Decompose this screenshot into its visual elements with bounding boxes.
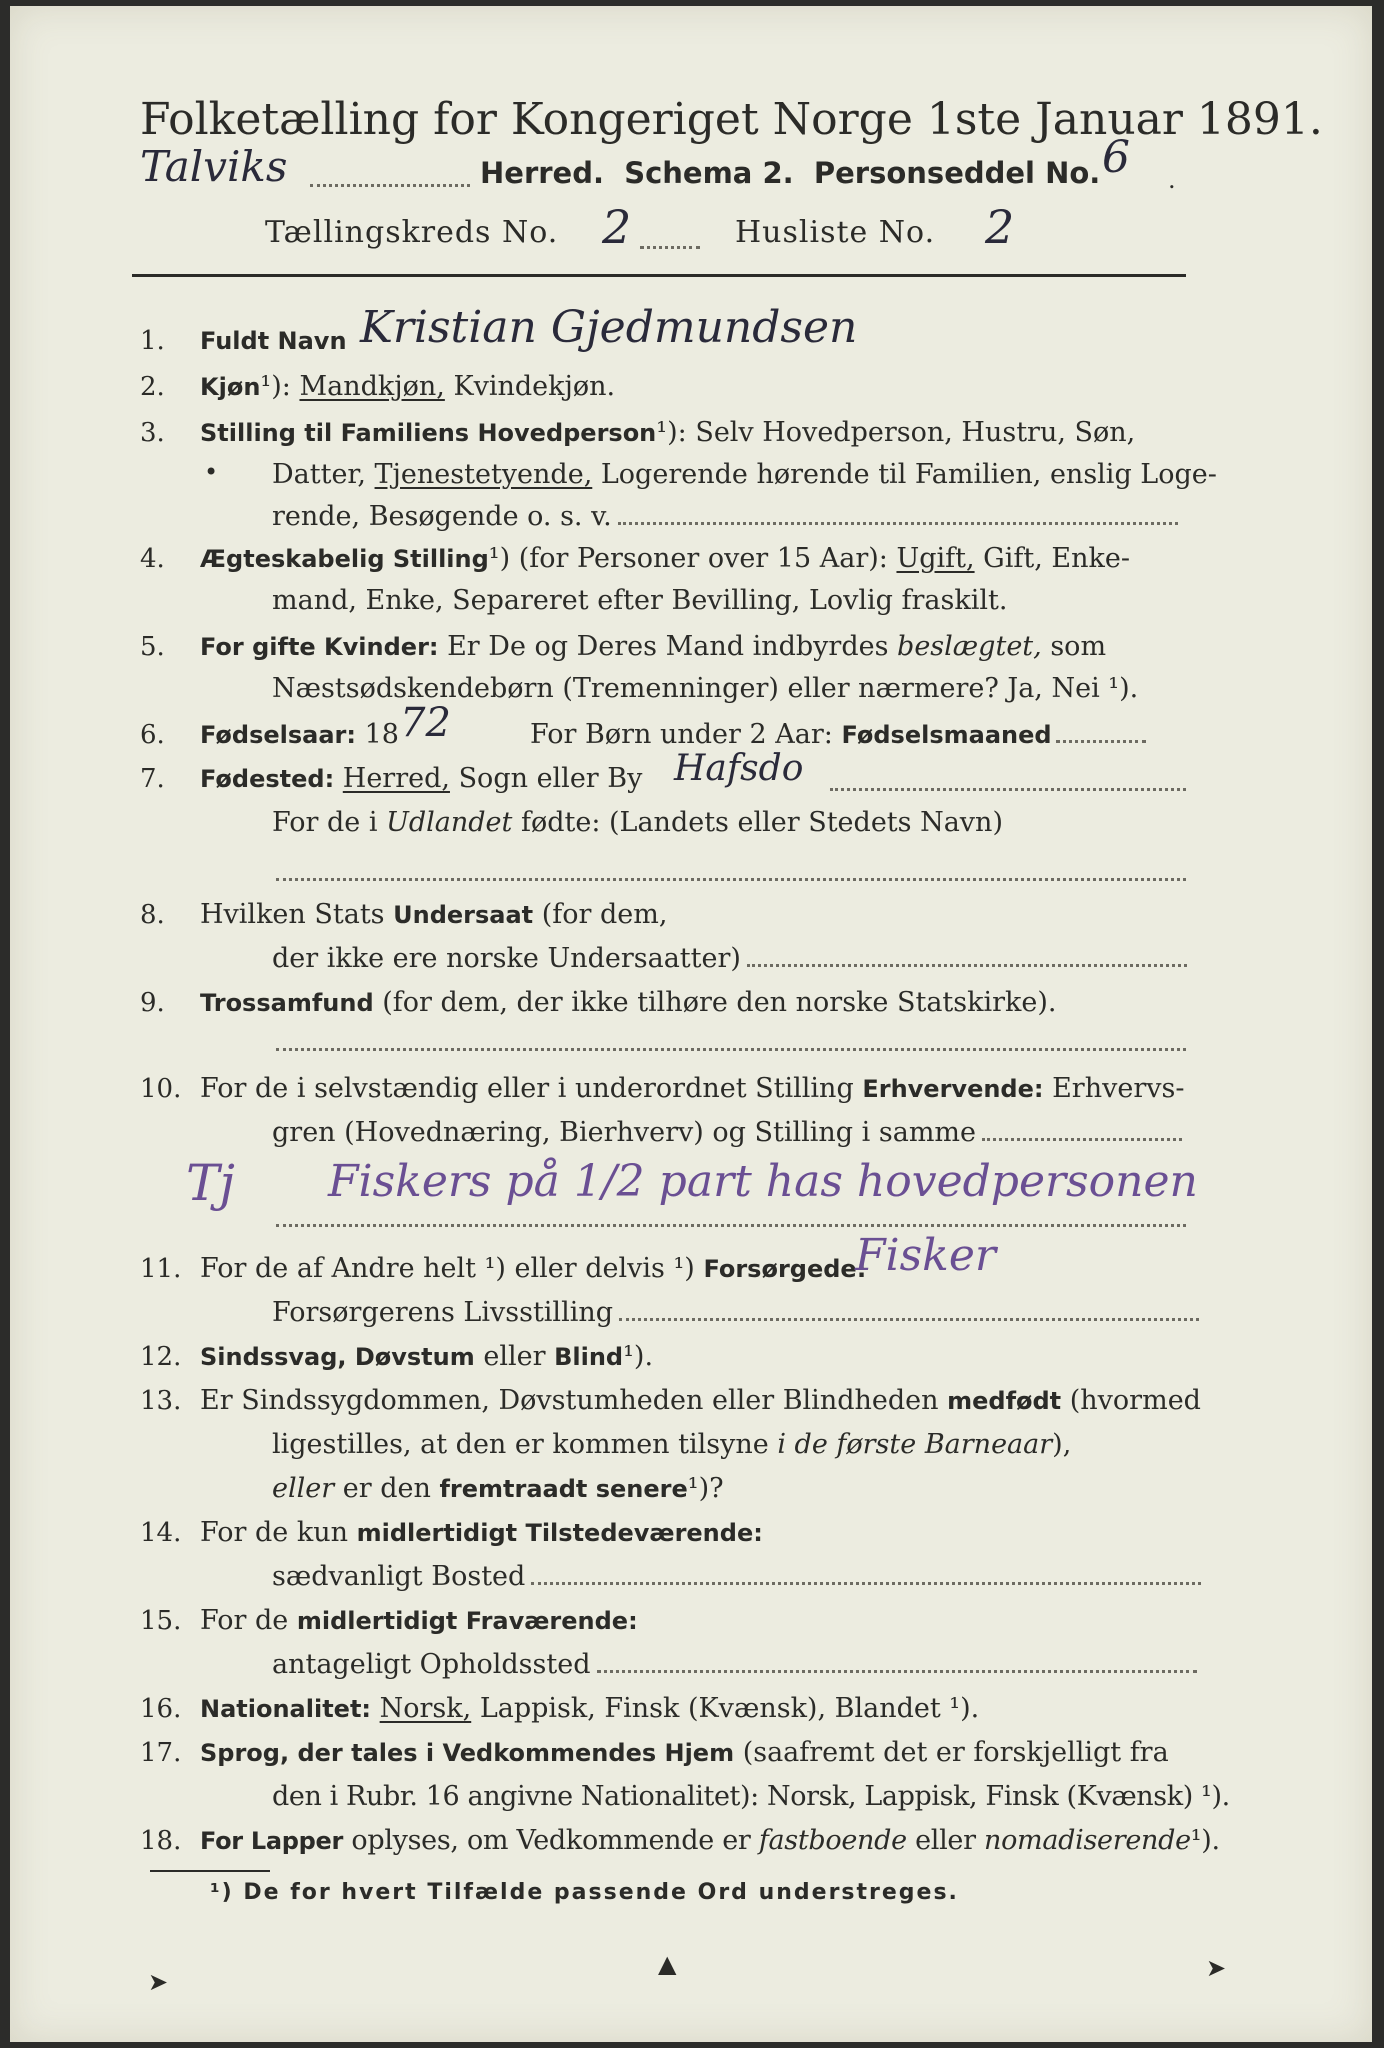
census-form-sheet	[10, 6, 1372, 2042]
footnote: ¹) De for hvert Tilfælde passende Ord understreges.	[210, 1880, 959, 1905]
q6-line-b: For Børn under 2 Aar: Fødselsmaaned	[530, 718, 1146, 752]
herred-handwritten-value: Talviks	[140, 142, 288, 191]
q1-label: Fuldt Navn	[200, 327, 347, 355]
q14-line1: For de kun midlertidigt Tilstedeværende:	[200, 1517, 763, 1548]
q13-line1: Er Sindssygdommen, Døvstumheden eller Blindheden medfødt (hvormed	[200, 1385, 1201, 1416]
item-number: 7.	[140, 764, 165, 794]
q6-birthyear-value: 72	[400, 700, 451, 746]
item-number: 14.	[140, 1518, 182, 1548]
item-number: 1.	[140, 326, 165, 356]
item-number: 4.	[140, 544, 165, 574]
item-number: 17.	[140, 1738, 182, 1768]
q1-name-value: Kristian Gjedmundsen	[360, 302, 858, 353]
q4-ugift-underlined: Ugift,	[896, 543, 975, 574]
personseddel-value: 6	[1102, 132, 1130, 183]
q9-blank-line	[276, 1046, 1186, 1051]
item-number: 8.	[140, 900, 165, 930]
q3-line1: Stilling til Familiens Hovedperson¹): Selv Hovedperson, Hustru, Søn,	[200, 417, 1136, 448]
q5-line2: Næstsødskendebørn (Tremenninger) eller nærmere? Ja, Nei ¹).	[272, 673, 1139, 704]
item-number: 9.	[140, 988, 165, 1018]
item-number: 6.	[140, 720, 165, 750]
item-number: 11.	[140, 1254, 182, 1284]
q17-line1: Sprog, der tales i Vedkommendes Hjem (saafremt det er forskjelligt fra	[200, 1737, 1169, 1768]
husliste-value: 2	[985, 200, 1015, 254]
item-number: 10.	[140, 1074, 182, 1104]
q12-line: Sindssvag, Døvstum eller Blind¹).	[200, 1341, 654, 1372]
personseddel-label: Personseddel No.	[813, 156, 1101, 190]
q7-dotted-line	[830, 786, 1186, 791]
q7-line1: Fødested: Herred, Sogn eller By	[200, 763, 643, 794]
q3-line3: rende, Besøgende o. s. v.	[272, 500, 1178, 534]
q15-line2: antageligt Opholdssted	[272, 1648, 1197, 1682]
q7-birthplace-value: Hafsdo	[674, 748, 804, 789]
kreds-value: 2	[602, 200, 632, 254]
q11-provider-value: Fisker	[855, 1230, 996, 1281]
item-number: 3.	[140, 418, 165, 448]
husliste-label: Husliste No.	[735, 215, 936, 250]
q3-line2: Datter, Tjenestetyende, Logerende hørende til Familien, enslig Loge-	[272, 459, 1217, 490]
q2-mandkjon-underlined: Mandkjøn,	[299, 371, 445, 402]
q10-margin-mark: Tj	[186, 1154, 235, 1212]
personseddel-dot: .	[1168, 166, 1176, 194]
herred-dotted-line	[310, 182, 470, 187]
herred-label: Herred. Schema 2. Personseddel No.	[480, 156, 1101, 190]
q13-line3: eller er den fremtraadt senere¹)?	[272, 1473, 724, 1504]
q10-occupation-value: Fiskers på 1/2 part has hovedpersonen	[328, 1156, 1198, 1207]
q11-line1: For de af Andre helt ¹) eller delvis ¹) Forsørgede:	[200, 1253, 867, 1284]
center-arrow-mark: ▲	[658, 1950, 677, 1978]
q13-line2: ligestilles, at den er kommen tilsyne i de første Barneaar),	[272, 1429, 1072, 1460]
corner-arrow-mark-left: ➤	[148, 1968, 169, 1996]
item-number: 2.	[140, 372, 165, 402]
item-number: 12.	[140, 1342, 182, 1372]
kreds-label: Tællingskreds No.	[265, 215, 559, 250]
q5-line1: For gifte Kvinder: Er De og Deres Mand indbyrdes beslægtet, som	[200, 631, 1107, 662]
q3-margin-dot: •	[204, 458, 219, 486]
q7-line2: For de i Udlandet fødte: (Landets eller Stedets Navn)	[272, 807, 1003, 838]
item-number: 13.	[140, 1386, 182, 1416]
q3-tjenestetyende-underlined: Tjenestetyende,	[374, 459, 593, 490]
item-number: 5.	[140, 632, 165, 662]
q15-line1: For de midlertidigt Fraværende:	[200, 1605, 638, 1636]
q9-line: Trossamfund (for dem, der ikke tilhøre den norske Statskirke).	[200, 987, 1057, 1018]
q10-line2: gren (Hovednæring, Bierhverv) og Stilling i samme	[272, 1116, 1182, 1150]
footnote-rule	[150, 1870, 270, 1872]
item-number: 15.	[140, 1606, 182, 1636]
q8-line2: der ikke ere norske Undersaatter)	[272, 942, 1187, 976]
item-number: 16.	[140, 1694, 182, 1724]
q10-line1: For de i selvstændig eller i underordnet Stilling Erhvervende: Erhvervs-	[200, 1073, 1185, 1104]
q6-line: Fødselsaar: 18	[200, 719, 399, 750]
header-rule	[132, 274, 1186, 277]
q16-line: Nationalitet: Norsk, Lappisk, Finsk (Kvænsk), Blandet ¹).	[200, 1693, 980, 1724]
q7-blank-line	[276, 876, 1186, 881]
q7-herred-underlined: Herred,	[342, 763, 450, 794]
q17-line2: den i Rubr. 16 angivne Nationalitet): Norsk, Lappisk, Finsk (Kvænsk) ¹).	[272, 1781, 1230, 1812]
q10-answer-line	[276, 1222, 1186, 1227]
corner-arrow-mark-right: ➤	[1206, 1954, 1227, 1982]
q11-line2: Forsørgerens Livsstilling	[272, 1296, 1199, 1330]
schema-label: Schema 2.	[624, 156, 794, 190]
q8-line1: Hvilken Stats Undersaat (for dem,	[200, 899, 668, 930]
q4-line1: Ægteskabelig Stilling¹) (for Personer over 15 Aar): Ugift, Gift, Enke-	[200, 543, 1130, 574]
item-number: 18.	[140, 1826, 182, 1856]
q2-line: Kjøn¹): Mandkjøn, Kvindekjøn.	[200, 371, 616, 402]
q14-line2: sædvanligt Bosted	[272, 1560, 1201, 1594]
q18-line: For Lapper oplyses, om Vedkommende er fastboende eller nomadiserende¹).	[200, 1825, 1220, 1856]
q4-line2: mand, Enke, Separeret efter Bevilling, Lovlig fraskilt.	[272, 585, 1008, 616]
q16-norsk-underlined: Norsk,	[379, 1693, 472, 1724]
form-title: Folketælling for Kongeriget Norge 1ste Januar 1891.	[140, 94, 1323, 145]
kreds-dotted-line	[640, 244, 700, 249]
